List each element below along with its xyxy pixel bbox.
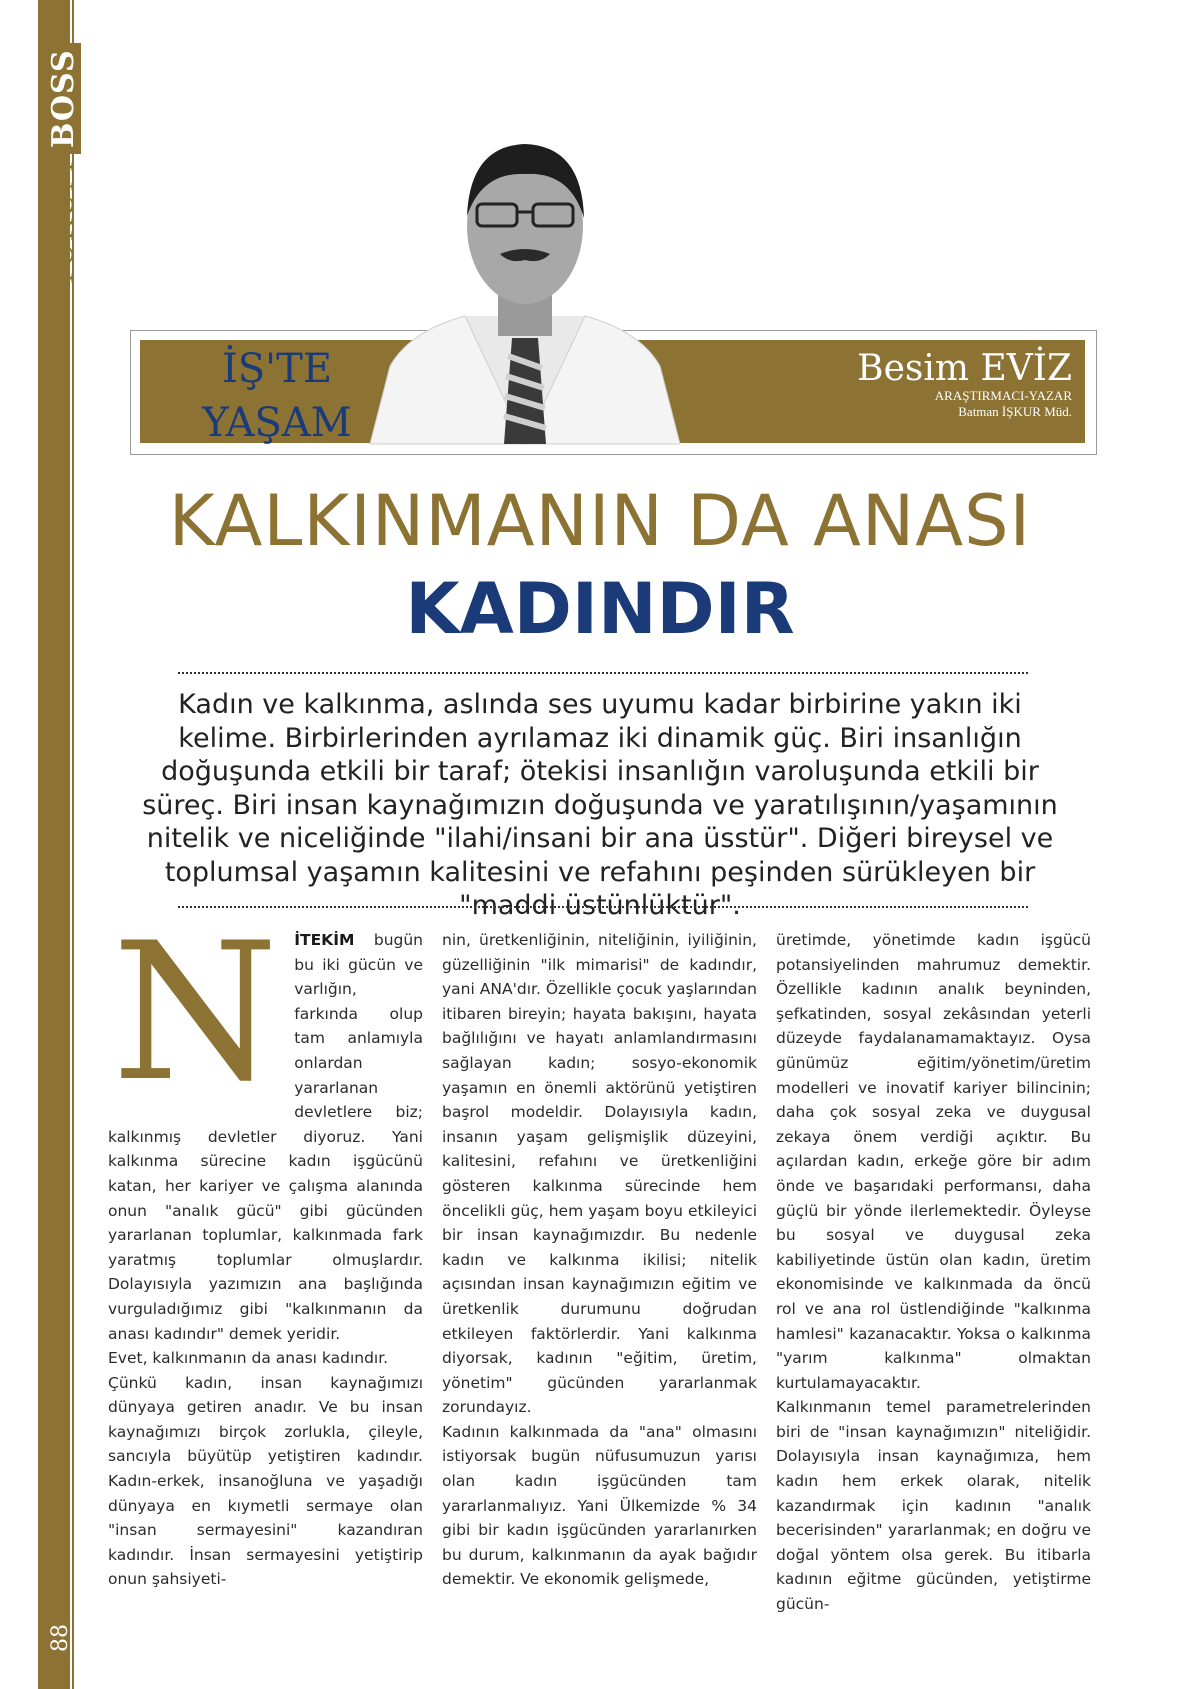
body-paragraph: üretimde, yönetimde kadın işgücü potansiyelinden mahrumuz demektir. Özellikle kadının analık beyninden, şefkatinden, sosyal zekâsından yeterli düzeyde faydalanamamaktayız. Oysa günümüz eğitim/yönetim/üretim modelleri ve inovatif kariyer bilincinin; daha çok sosyal zeka ve duygusal zekaya önem verdiği açıktır. Bu açılardan kadın, erkeğe göre bir adım önde ve başarıdaki performansı, daha güçlü bir yönde ilerlemektedir. Öyleyse bu sosyal ve duygusal zeka kabiliyetinde üstün olan kadın, üretim ekonomisinde ve kalkınmada da öncü rol ve ana rol üstlendiğinde "kalkınma hamlesi" kazanacaktır. Yoksa o kalkınma "yarım kalkınma" olmaktan kurtulamayacaktır. (776, 931, 1091, 1392)
body-paragraph: Kalkınmanın temel parametrelerinden biri de "insan kaynağımızın" niteliğidir. Dolayısıyla insan kaynağımıza, hem kadın hem erkek olarak, nitelik kazandırmak için kadının "analık becerisinden" yararlanmak; en doğru ve doğal yöntem olsa gerek. Bu itibarla kadının eğitme gücünden, yetiştirme gücün- (776, 1398, 1091, 1614)
lead-word: İTEKİM (294, 931, 355, 949)
body-paragraph: nin, üretkenliğinin, niteliğinin, iyiliğinin, güzelliğinin "ilk mimarisi" de kadındır, yani ANA'dır. Özellikle çocuk yaşlarından itibaren bireyin; hayata bakışını, hayata bağlılığını ve hayatı anlamlandırmasını sağlayan kadın; sosyo-ekonomik yaşamın en önemli aktörünü yetiştiren başrol modeldir. Dolayısıyla kadın, insanın yaşam gelişmişlik düzeyini, kalitesini, refahını ve üretkenliğini gösteren kalkınma sürecinde hem öncelikli güç, hem yaşam boyu etkileyici bir insan kaynağımızdır. Bu nedenle kadın ve kalkınma ikilisi; nitelik açısından insan kaynağımızın eğitim ve üretkenlik durumunu doğrudan etkileyen faktörlerdir. Yani kalkınma diyorsak, kadının "eğitim, üretim, yönetim" gücünden yararlanmak zorundayız. (442, 931, 757, 1417)
magazine-brand (46, 43, 81, 288)
body-paragraph: Çünkü kadın, insan kaynağımızı dünyaya getiren anadır. Ve bu insan kaynağımızı birçok zorlukla, çileyle, sancıyla büyütüp yetiştiren kadındır. Kadın-erkek, insanoğluna ve yaşadığı dünyaya en kıymetli sermaye olan "insan sermayesini" kazandıran kadındır. İnsan sermayesini yetiştirip onun şahsiyeti- (108, 1373, 423, 1589)
column-title (172, 342, 382, 450)
brand-logo: BOSS (46, 43, 81, 154)
column-title-line2: YAŞAM (202, 400, 352, 446)
dotted-divider-bottom (178, 906, 1028, 908)
body-text: bugün bu iki gücün ve varlığın, farkında olup tam anlamıyla onlardan yararlanan devletlere biz; kalkınmış devletler diyoruz. Yani kalkınma sürecine kadın işgücünü katan, her kariyer ve çalışma alanında onun "analık gücü" gibi gücünden yararlanan toplumlar, kalkınmada fark yaratmış toplumlar olmuşlardır. Dolayısıyla yazımızın ana başlığında vurguladığımız gibi "kalkınmanın da anası kadındır" demek yeridir. (108, 931, 423, 1343)
section-label: YORUM (46, 160, 81, 288)
headline-line2: KADINDIR (405, 568, 795, 650)
body-column-1 (108, 902, 423, 1589)
author-organization: Batman İŞKUR Müd. (958, 404, 1072, 419)
column-title-line1: İŞ'TE (221, 346, 333, 392)
page-number: 88 (48, 1624, 73, 1652)
drop-cap: N (112, 902, 279, 1123)
author-name: Besim EVİZ (857, 348, 1072, 389)
body-column-3 (776, 928, 1091, 1614)
lead-paragraph: Kadın ve kalkınma, aslında ses uyumu kadar birbirine yakın iki kelime. Birbirlerinden ayrılamaz iki dinamik güç. Biri insanlığın doğuşunda etkili bir taraf; ötekisi insanlığın varoluşunda etkili bir süreç. Biri insan kaynağımızın doğuşunda ve yaratılışının/yaşamının nitelik ve niceliğinde "ilahi/insani bir ana üsstür". Diğeri bireysel ve toplumsal yaşamın kalitesini ve refahını peşinden sürükleyen bir "maddi üstünlüktür". (142, 689, 1058, 921)
author-portrait (370, 126, 680, 444)
body-paragraph: Kadının kalkınmada da "ana" olmasını istiyorsak bugün nüfusumuzun yarısı olan kadın işgücünden tam yararlanmalıyız. Yani Ülkemizde % 34 gibi bir kadın işgücünden yararlanırken bu durum, kalkınmanın da ayak bağıdır demektir. Ve ekonomik gelişmede, (442, 1422, 757, 1589)
author-role: ARAŞTIRMACI-YAZAR (934, 388, 1072, 403)
body-paragraph: Evet, kalkınmanın da anası kadındır. (108, 1349, 389, 1368)
headline-line1: KALKINMANIN DA ANASI (168, 480, 1032, 562)
dotted-divider-top (178, 672, 1028, 674)
body-column-2 (442, 928, 757, 1588)
body-paragraph (108, 902, 423, 1346)
